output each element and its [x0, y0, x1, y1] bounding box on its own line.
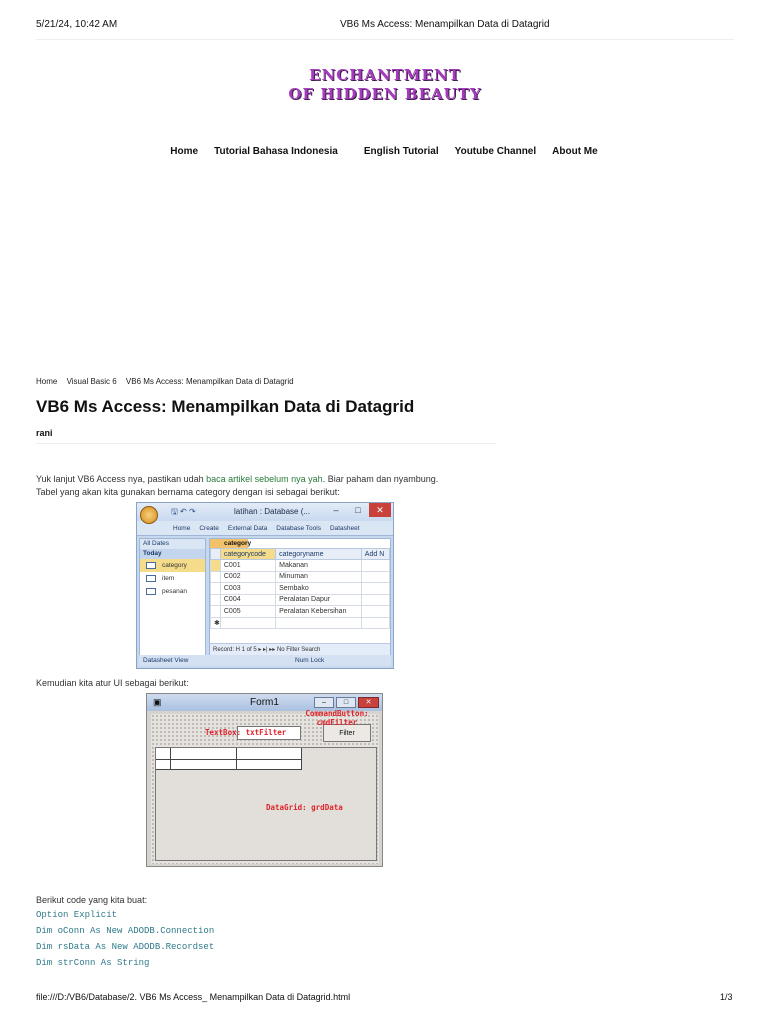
post-author[interactable]: rani [36, 428, 53, 438]
ribbon-external-data: External Data [227, 524, 268, 532]
table-row: C005 Peralatan Kebersihan [211, 606, 390, 618]
ribbon-datasheet: Datasheet [329, 524, 360, 532]
access-screenshot [136, 502, 394, 669]
minimize-icon: – [333, 505, 339, 515]
table-row: C004 Peralatan Dapur [211, 594, 390, 606]
breadcrumb-home[interactable]: Home [36, 377, 58, 386]
breadcrumb-visual-basic[interactable]: Visual Basic 6 [66, 377, 117, 386]
print-footer-path: file:///D:/VB6/Database/2. VB6 Ms Access_ Menampilkan Data di Datagrid.html [36, 992, 351, 1002]
category-table [210, 548, 390, 629]
maximize-icon: □ [336, 697, 356, 708]
nav-home[interactable]: Home [170, 146, 199, 157]
nav-pane-item: pesanan [140, 585, 205, 598]
intro-paragraph [36, 473, 438, 499]
access-titlebar [137, 503, 393, 521]
logo-line-1: ENCHANTMENT [309, 66, 461, 84]
breadcrumb [36, 377, 301, 386]
table-icon [146, 562, 156, 569]
column-header: categorycode [220, 549, 275, 560]
table-row: C002 Minuman [211, 571, 390, 583]
button-annotation: CommandButton: cmdFilter [305, 709, 369, 727]
ribbon-database-tools: Database Tools [276, 524, 321, 532]
ribbon-home: Home [173, 524, 191, 532]
previous-article-link[interactable]: baca artikel sebelum nya yah [206, 474, 323, 484]
vb-form-screenshot [146, 693, 383, 867]
table-icon [146, 588, 156, 595]
code-paragraph: Berikut code yang kita buat: [36, 895, 148, 905]
table-icon [146, 575, 156, 582]
print-page-title: VB6 Ms Access: Menampilkan Data di Datagrid [340, 19, 550, 30]
column-header: Add N [361, 549, 389, 560]
nav-pane-item: category [140, 559, 205, 572]
row-selector-header [211, 549, 221, 560]
vb-form-body [151, 709, 379, 864]
main-nav [0, 146, 768, 157]
datagrid-header [156, 748, 302, 770]
print-footer-page: 1/3 [720, 992, 733, 1002]
nav-tutorial-bahasa-indonesia[interactable]: Tutorial Bahasa Indonesia [214, 146, 338, 157]
code-line: Dim rsData As New ADODB.Recordset [36, 942, 215, 952]
title-divider [36, 443, 496, 444]
post-title: VB6 Ms Access: Menampilkan Data di Datagrid [36, 397, 415, 416]
datasheet-tab: category [210, 539, 248, 548]
quick-access-icons: 🖫 ↶ ↷ [171, 507, 196, 516]
intro-text-2: Tabel yang akan kita gunakan bernama category dengan isi sebagai berikut: [36, 487, 340, 497]
maximize-icon: □ [355, 505, 361, 515]
close-icon: ✕ [369, 503, 391, 517]
new-row: ✱ [211, 617, 390, 629]
form-icon: ▣ [153, 697, 162, 707]
access-datasheet [209, 538, 391, 656]
nav-pane-subheader: Today [140, 549, 205, 559]
ui-paragraph: Kemudian kita atur UI sebagai berikut: [36, 678, 189, 688]
intro-text-b: . Biar paham dan nyambung. [322, 474, 439, 484]
minimize-icon: – [314, 697, 334, 708]
nav-pane-item: item [140, 572, 205, 585]
close-icon: ✕ [358, 697, 379, 708]
column-header: categoryname [276, 549, 362, 560]
print-datetime: 5/21/24, 10:42 AM [36, 19, 118, 30]
nav-english-tutorial[interactable]: English Tutorial [363, 146, 439, 157]
intro-text-a: Yuk lanjut VB6 Access nya, pastikan udah [36, 474, 207, 484]
record-navigator: Record: H 1 of 5 ▸ ▸| ▸▸ No Filter Search [210, 643, 390, 655]
code-line: Dim oConn As New ADODB.Connection [36, 926, 215, 936]
nav-about-me[interactable]: About Me [552, 146, 598, 157]
header-divider [36, 39, 734, 40]
nav-pane-header: All Dates [140, 539, 205, 549]
office-button-icon [140, 506, 158, 524]
grd-data-datagrid [155, 747, 377, 861]
table-row: C001 Makanan [211, 560, 390, 572]
access-nav-pane [139, 538, 206, 656]
status-left: Datasheet View [143, 657, 189, 664]
breadcrumb-current: VB6 Ms Access: Menampilkan Data di Datagrid [125, 377, 294, 386]
site-logo[interactable] [270, 66, 500, 104]
ribbon-create: Create [199, 524, 219, 532]
datagrid-annotation: DataGrid: grdData [266, 803, 343, 812]
textbox-annotation: TextBox: txtFilter [205, 728, 287, 737]
access-window-title: latihan : Database (... [234, 507, 311, 516]
status-right: Num Lock [295, 657, 325, 664]
code-line: Dim strConn As String [36, 958, 150, 968]
access-ribbon [137, 521, 393, 536]
vb-form-title: Form1 [250, 697, 279, 708]
cmd-filter-button: Filter [323, 724, 371, 742]
logo-line-2: OF HIDDEN BEAUTY [288, 85, 482, 103]
table-row: C003 Sembako [211, 583, 390, 595]
nav-youtube-channel[interactable]: Youtube Channel [454, 146, 537, 157]
access-statusbar [139, 655, 391, 666]
code-line: Option Explicit [36, 910, 118, 920]
